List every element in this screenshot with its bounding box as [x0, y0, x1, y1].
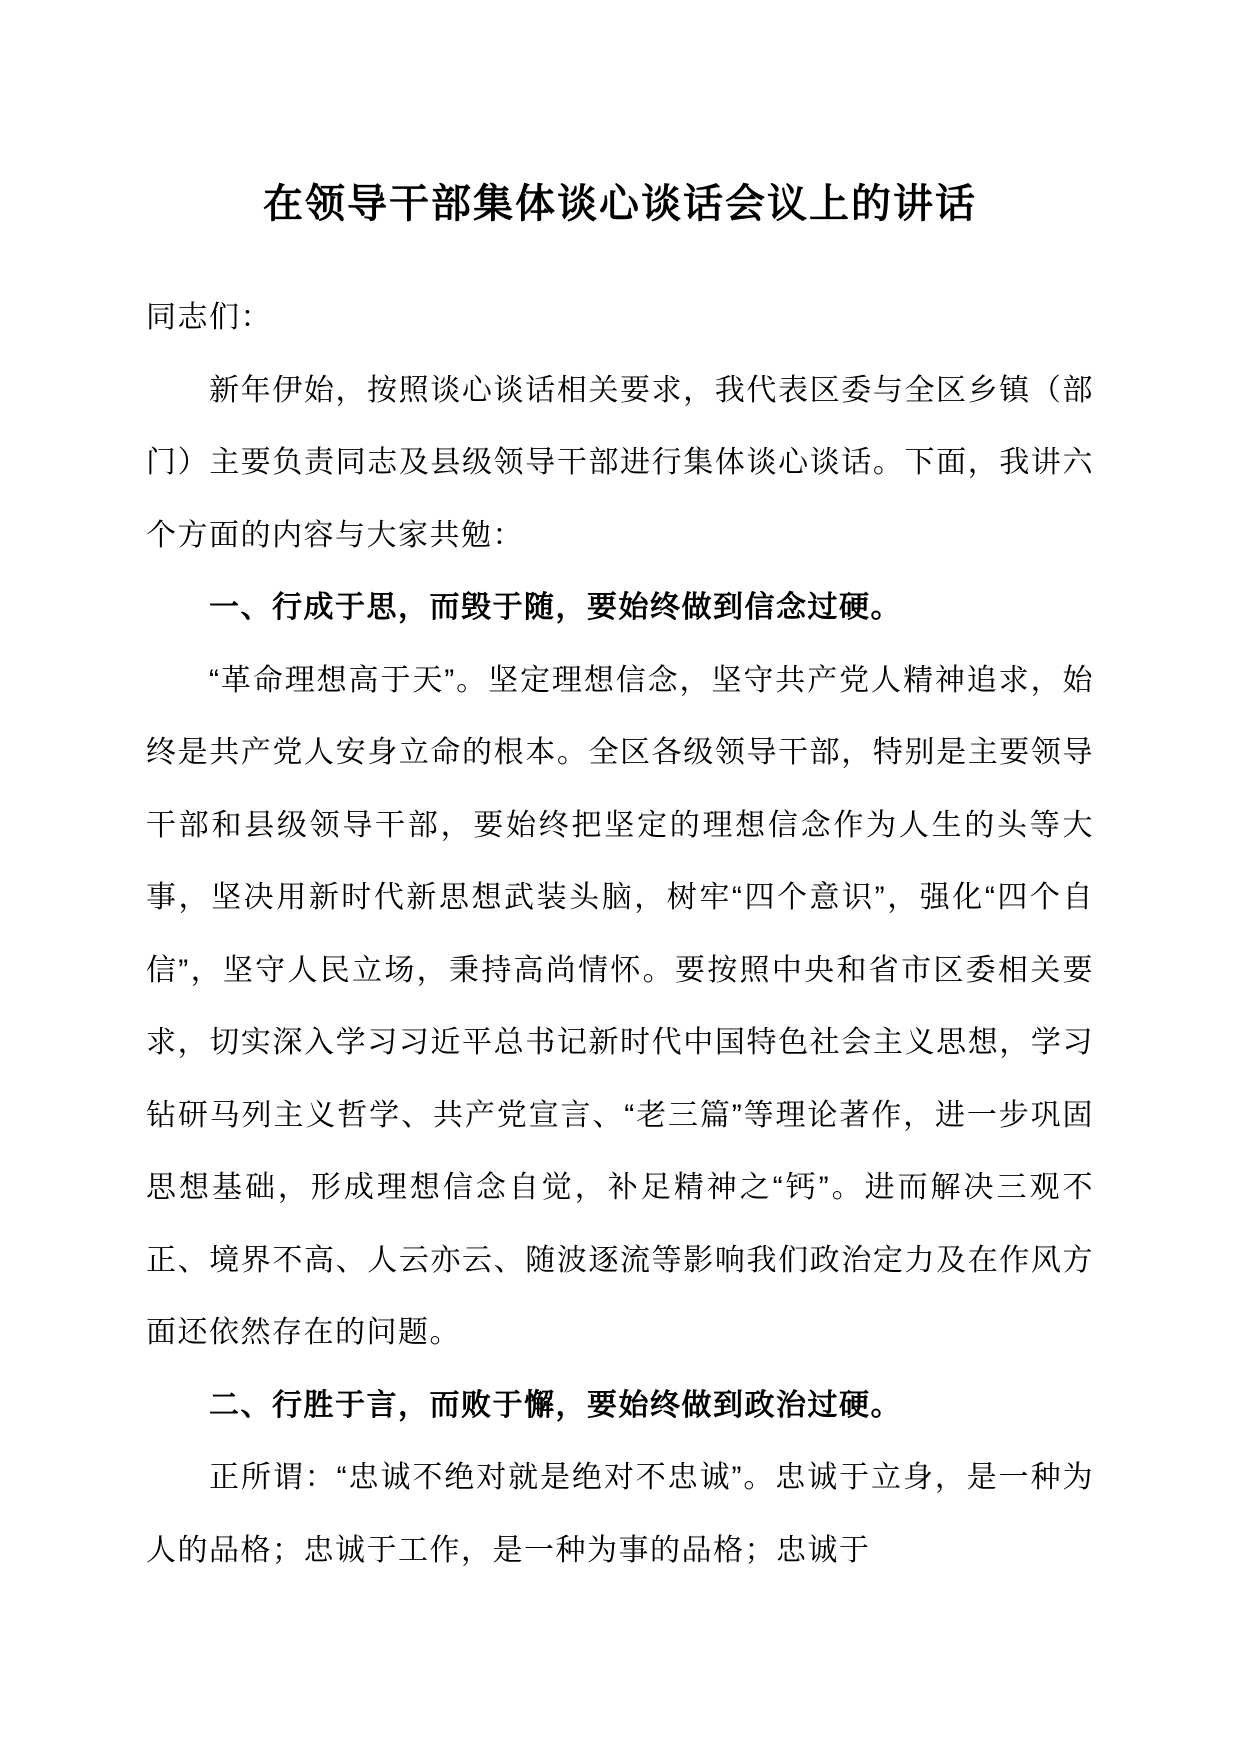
paragraph: “革命理想高于天”。坚定理想信念，坚守共产党人精神追求，始终是共产党人安身立命的根本。全区各级领导干部，特别是主要领导干部和县级领导干部，要始终把坚定的理想信念作为人生的头等大事，坚决用新时代新思想武装头脑，树牢“四个意识”，强化“四个自信”，坚守人民立场，秉持高尚情怀。要按照中央和省市区委相关要求，切实深入学习习近平总书记新时代中国特色社会主义思想，学习钻研马列主义哲学、共产党宣言、“老三篇”等理论著作，进一步巩固思想基础，形成理想信念自觉，补足精神之“钙”。进而解决三观不正、境界不高、人云亦云、随波逐流等影响我们政治定力及在作风方面还依然存在的问题。 — [146, 663, 1094, 1349]
section-heading: 二、行胜于言，而败于懈，要始终做到政治过硬。 — [209, 1388, 902, 1422]
paragraph: 新年伊始，按照谈心谈话相关要求，我代表区委与全区乡镇（部门）主要负责同志及县级领导干部进行集体谈心谈话。下面，我讲六个方面的内容与大家共勉： — [146, 373, 1094, 552]
paragraph: 同志们： — [146, 301, 272, 334]
paragraph: 正所谓：“忠诚不绝对就是绝对不忠诚”。忠诚于立身，是一种为人的品格；忠诚于工作，是一种为事的品格；忠诚于 — [146, 1461, 1094, 1567]
section-heading: 一、行成于思，而毁于随，要始终做到信念过硬。 — [209, 591, 902, 624]
document-body — [146, 282, 1094, 1587]
document-title: 在领导干部集体谈心谈话会议上的讲话 — [263, 182, 977, 226]
